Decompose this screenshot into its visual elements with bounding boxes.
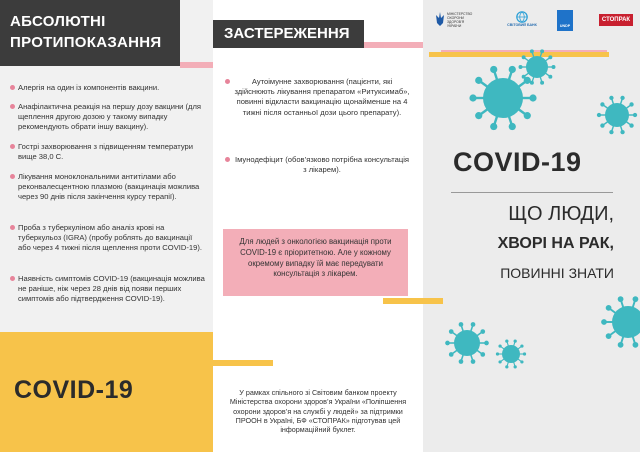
contraindication-item: Проба з туберкуліном або аналіз крові на туберкульоз (IGRA) (пробу роблять до вакцинації або через 4 тижні після щеплення проти COVID-19). xyxy=(10,223,206,254)
pink-accent-bar xyxy=(364,42,423,48)
contraindication-item: Наявність симптомів COVID-19 (вакцинація можлива не раніше, ніж через 28 днів від появи перших симптомів або підтвердження COVID-19). xyxy=(10,274,206,305)
left-panel xyxy=(0,0,213,452)
virus-illustrations xyxy=(423,0,640,452)
subtitle-line-1: ЩО ЛЮДИ, xyxy=(508,203,614,225)
partnership-text: У рамках спільного зі Світовим банком проекту Міністерства охорони здоров’я України «Поліпшення охорони здоров’я на службі у людей» за підтримки ПРООН в Україні, БФ «СТОПРАК» підготував цей інформаційний буклет. xyxy=(229,388,407,435)
undp-logo: UNDP xyxy=(557,10,573,31)
stoprak-logo: СТОПРАК xyxy=(599,14,633,26)
covid-main-title: COVID-19 xyxy=(453,147,582,177)
middle-panel xyxy=(213,0,423,452)
footer-covid-title: COVID-19 xyxy=(14,376,134,404)
pink-accent-bar xyxy=(180,62,213,68)
virus-icon xyxy=(601,296,640,347)
virus-icon xyxy=(469,66,536,130)
virus-icon xyxy=(597,96,637,135)
subtitle-line-2: ХВОРІ НА РАК, xyxy=(497,235,614,252)
right-panel xyxy=(423,0,640,452)
warnings-header: ЗАСТЕРЕЖЕННЯ xyxy=(213,20,364,48)
contraindication-item: Лікування моноклональними антитілами або реконвалесцентною плазмою (вакцинація можлива через 90 днів після закінчення курсу терапії). xyxy=(10,172,206,203)
header-line-2: ПРОТИПОКАЗАННЯ xyxy=(10,34,162,51)
contraindication-item: Алергія на один із компонентів вакцини. xyxy=(10,83,206,93)
warning-item: Аутоімунне захворювання (пацієнти, які здійснюють лікування препаратом «Ритуксимаб», повинні відкласти вакцинацію щонайменше на 4 тижні після останньої дози цього препарату). xyxy=(225,77,411,118)
contraindication-item: Анафілактична реакція на першу дозу вакцини (для щеплення другою дозою у такому випадку рекомендують обрати іншу вакцину). xyxy=(10,102,206,133)
moh-logo: МІНІСТЕРСТВО ОХОРОНИ ЗДОРОВ'Я УКРАЇНИ xyxy=(435,12,479,28)
virus-icon xyxy=(445,322,489,364)
virus-icon xyxy=(496,340,526,369)
yellow-accent-bar xyxy=(383,298,443,304)
worldbank-logo: СВІТОВИЙ БАНК xyxy=(503,11,541,27)
title-divider xyxy=(451,192,613,193)
header-line-1: АБСОЛЮТНІ xyxy=(10,13,106,30)
contraindication-item: Гострі захворювання з підвищенням температури вище 38,0 С. xyxy=(10,142,206,162)
warning-item: Імунодефіцит (обов’язково потрібна консультація з лікарем). xyxy=(225,155,411,175)
oncology-note: Для людей з онкологією вакцинація проти COVID-19 є пріоритетною. Але у кожному окремому випадку їй має передувати консультація з лікарем. xyxy=(223,229,408,296)
contraindications-header xyxy=(0,0,180,66)
yellow-accent-bar xyxy=(203,360,273,366)
covid-footer-block xyxy=(0,332,213,452)
subtitle-line-3: ПОВИННІ ЗНАТИ xyxy=(500,265,614,281)
